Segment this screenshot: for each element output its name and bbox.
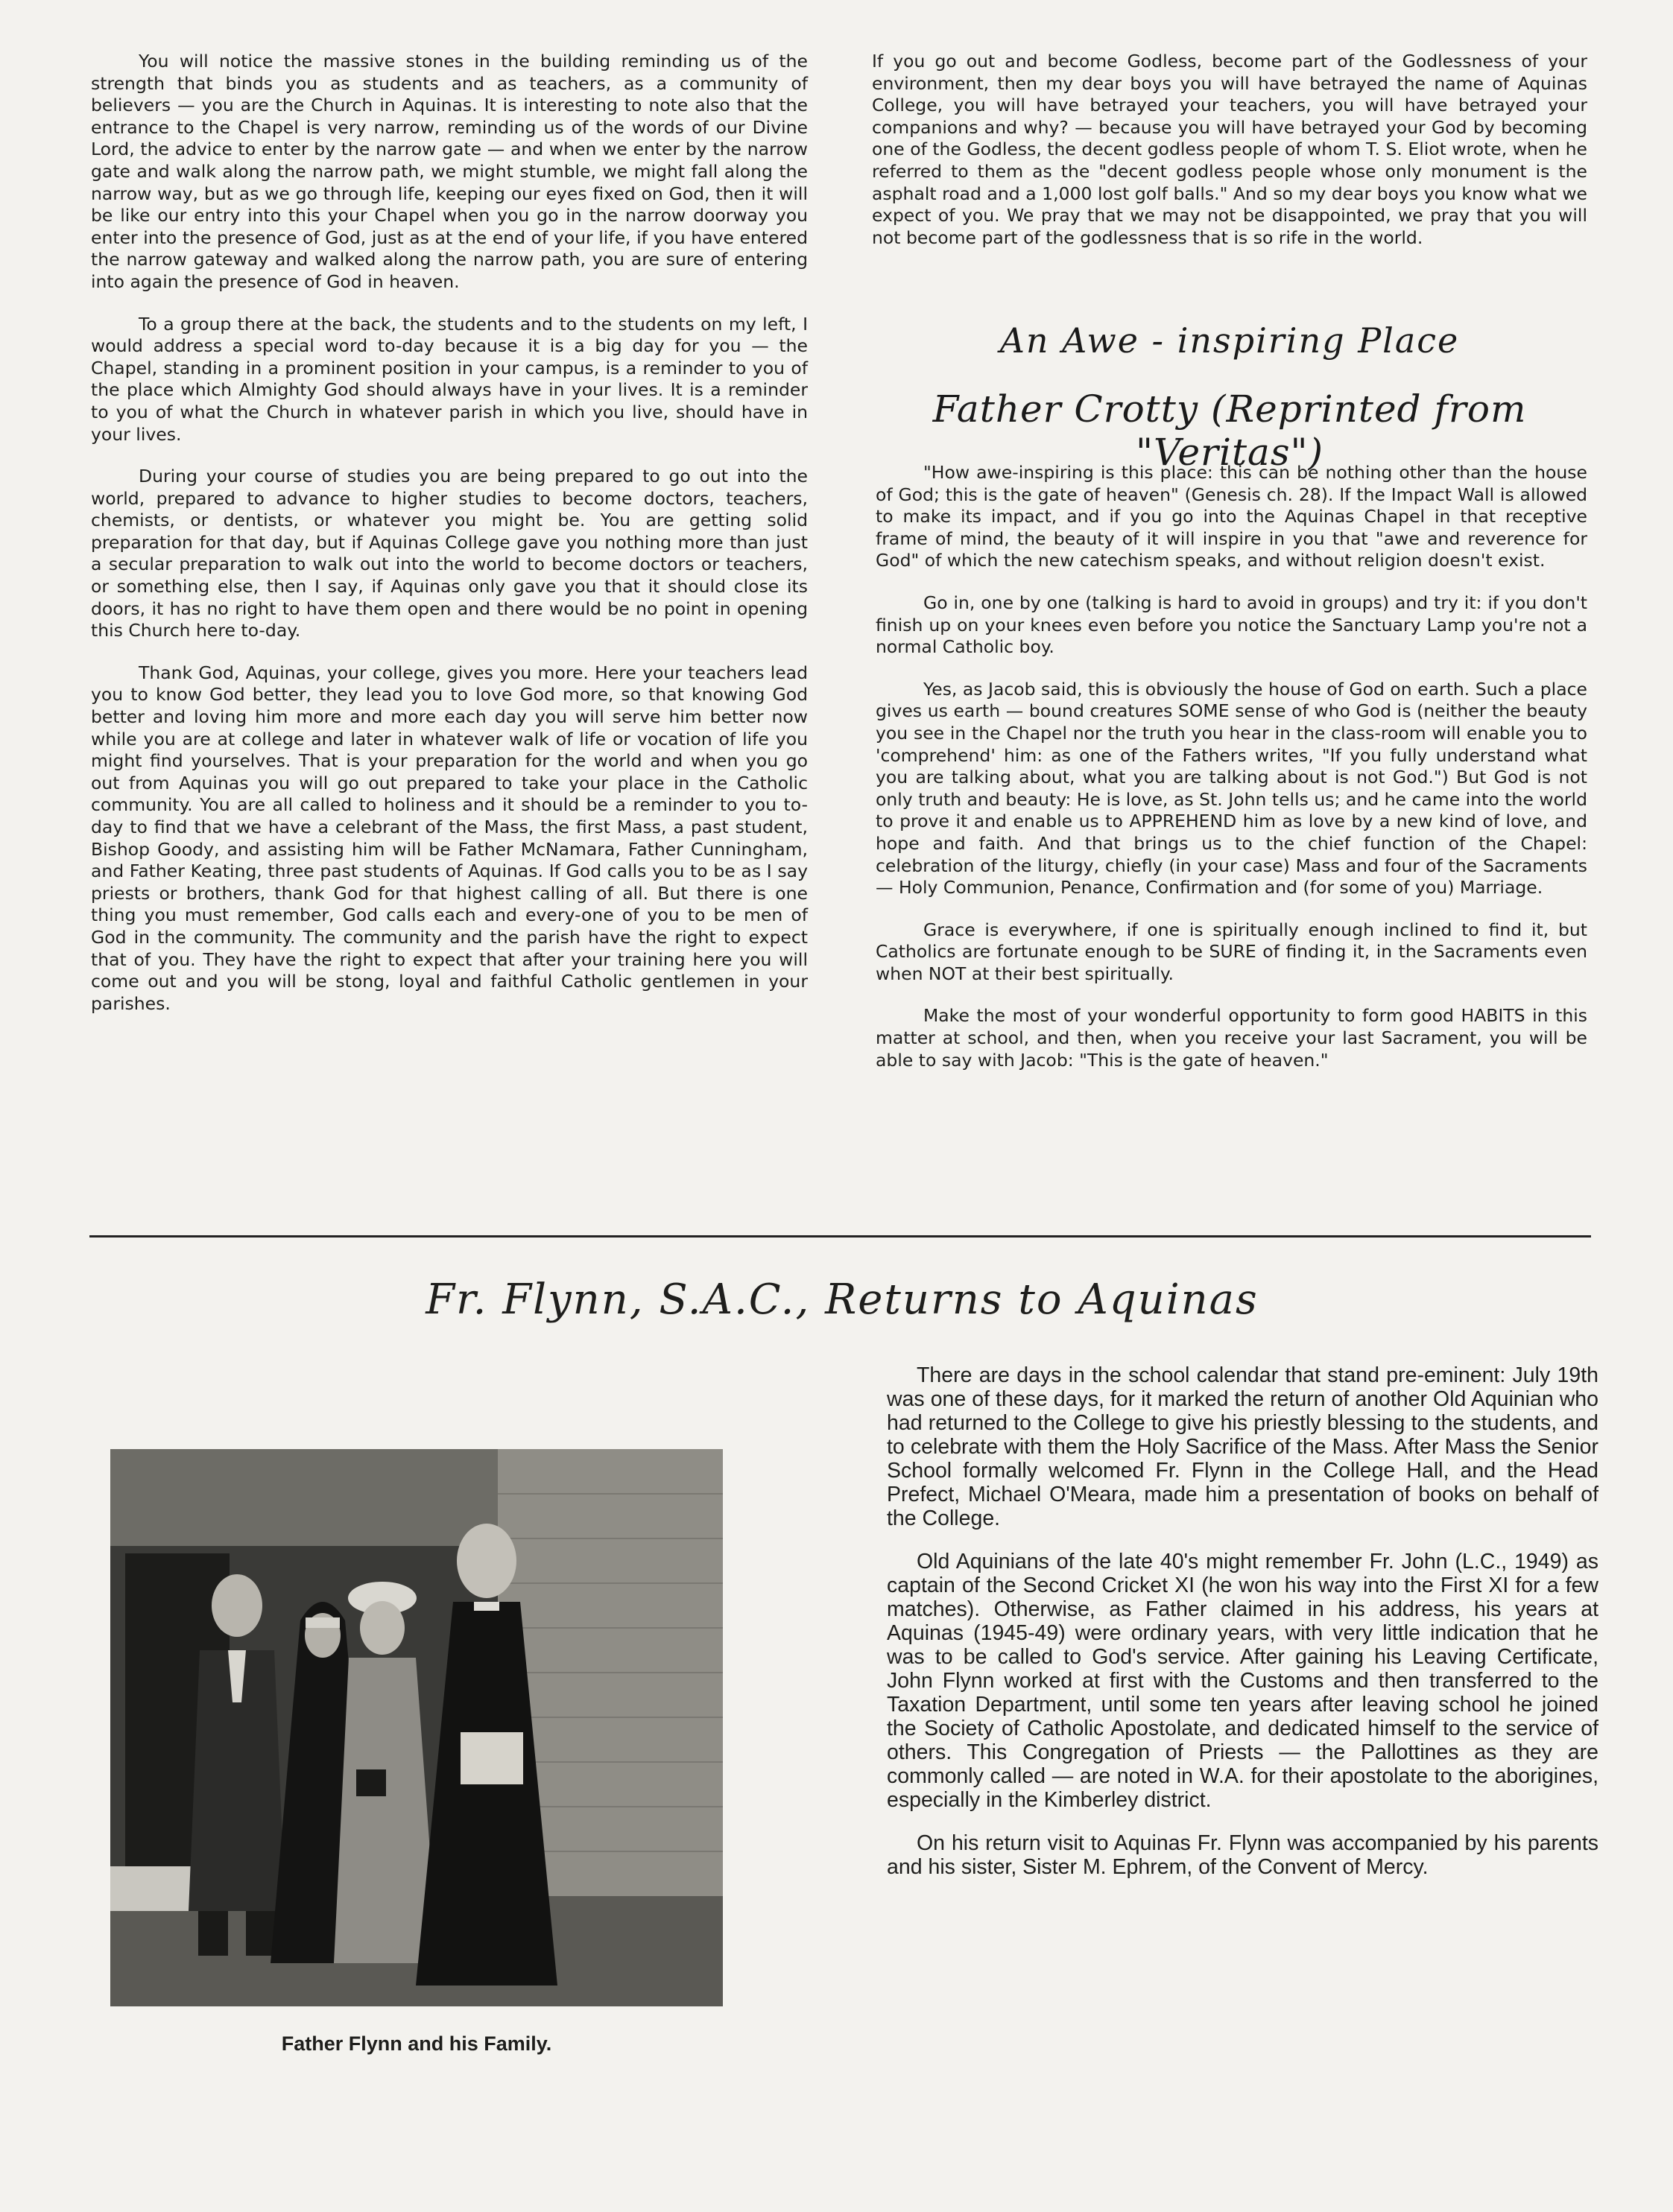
family-photo [110,1449,723,2006]
left-paragraph-4: Thank God, Aquinas, your college, gives you more. Here your teachers lead you to know God better, they lead you to love God more, so that knowing God better and loving him more and more each day you will serve him better now while you are at college and later in whatever walk of life or vocation of life you might find yourselves. That is your preparation for the world and when you go out from Aquinas you will go out prepared to take your place in the Catholic community. You are all called to holiness and it should be a reminder to you to-day to find that we have a celebrant of the Mass, the first Mass, a past student, Bishop Goody, and assisting him will be Father McNamara, Father Cunningham, and Father Keating, three past students of Aquinas. If God calls you to be as I say priests or brothers, thank God for that highest calling of all. But there is one thing you must remember, God calls each and every-one of you to be men of God in the community. The community and the parish have the right to expect that of you. They have the right to expect that after your training here you will come out and you will be stong, loyal and faithful Catholic gentlemen in your parishes. [91,662,808,1014]
article-paragraph-2: Go in, one by one (talking is hard to avoid in groups) and try it: if you don't finish up on your knees even before you notice the Sanctuary Lamp you're not a normal Catholic boy. [876,592,1587,658]
flynn-article-title: Fr. Flynn, S.A.C., Returns to Aquinas [426,1275,1259,1324]
left-paragraph-2: To a group there at the back, the students and to the students on my left, I would address a special word to-day because it is a big day for you — the Chapel, standing in a prominent position in your campus, is a reminder to you of the place which Almighty God should always have in your lives. It is a reminder to you of what the Church in whatever parish in which you live, should have in your lives. [91,313,808,445]
right-intro-paragraph: If you go out and become Godless, become part of the Godlessness of your environment, then my dear boys you will have betrayed the name of Aquinas College, you will have betrayed your teachers, you will have betrayed your companions and why? — because you will have betrayed your God by becoming one of the Godless, the decent godless people of whom T. S. Eliot wrote, when he referred to them as the "decent godless people whose only monument is the asphalt road and a 1,000 lost golf balls." And so my dear boys you know what we expect of you. We pray that we may not be disappointed, we pray that you will not become part of the godlessness that is so rife in the world. [872,51,1587,248]
article-byline: Father Crotty (Reprinted from "Veritas") [932,387,1527,474]
flynn-paragraph-3: On his return visit to Aquinas Fr. Flynn was accompanied by his parents and his sister, Sister M. Ephrem, of the Convent of Mercy. [887,1831,1598,1879]
flynn-paragraph-1: There are days in the school calendar that stand pre-eminent: July 19th was one of these days, for it marked the return of another Old Aquinian who had returned to the College to give his priestly blessing to the students, and to celebrate with them the Holy Sacrifice of the Mass. After Mass the Senior School formally welcomed Fr. Flynn in the College Hall, and the Head Prefect, Michael O'Meara, made him a presentation of books on behalf of the College. [887,1363,1598,1530]
article-paragraph-5: Make the most of your wonderful opportunity to form good HABITS in this matter at school, and then, when you receive your last Sacrament, you will be able to say with Jacob: "This is the gate of heaven." [876,1005,1587,1071]
section-divider [89,1235,1591,1237]
left-paragraph-3: During your course of studies you are being prepared to go out into the world, prepared to advance to higher studies to become doctors, teachers, chemists, or dentists, or whatever you might be. You are getting solid preparation for that day, but if Aquinas College gave you nothing more than just a secular preparation to walk out into the world to become doctors or teachers, or something else, then I say, if Aquinas only gave you that it should close its doors, it has no right to have them open and there would be no point in opening this Church here to-day. [91,466,808,641]
family-photo-illustration [110,1449,723,2006]
article-title: An Awe - inspiring Place [999,320,1460,361]
article-paragraph-4: Grace is everywhere, if one is spiritually enough inclined to find it, but Catholics are fortunate enough to be SURE of finding it, in the Sacraments even when NOT at their best spiritually. [876,919,1587,984]
flynn-paragraph-2: Old Aquinians of the late 40's might remember Fr. John (L.C., 1949) as captain of the Second Cricket XI (he won his way into the First XI for a few matches). Otherwise, as Father claimed in his address, his years at Aquinas (1945-49) were ordinary years, with very little indication that he was to be called to God's service. After gaining his Leaving Certificate, John Flynn worked at first with the Customs and then transferred to the Taxation Department, until some ten years after leaving school he joined the Society of Catholic Apostolate, and dedicated himself to the service of others. This Congregation of Priests — the Pallottines as they are commonly called — are noted in W.A. for their apostolate to the aborigines, especially in the Kimberley district. [887,1550,1598,1812]
right-column-article [876,462,1587,1091]
left-paragraph-1: You will notice the massive stones in the building reminding us of the strength that binds you as students and as teachers, as a community of believers — you are the Church in Aquinas. It is interesting to note also that the entrance to the Chapel is very narrow, reminding us of the words of our Divine Lord, the advice to enter by the narrow gate — and when we enter by the narrow gate and walk along the narrow path, we might stumble, we might fall along the narrow way, but as we go through life, keeping our eyes fixed on God, then it will be like our entry into this your Chapel when you go in the narrow doorway you enter into the presence of God, just as at the end of your life, if you have entered the narrow gateway and walked along the narrow path, you are sure of entering into again the presence of God in heaven. [91,51,808,292]
left-column [91,51,808,1035]
photo-caption: Father Flynn and his Family. [281,2032,552,2055]
article-paragraph-1: "How awe-inspiring is this place: this can be nothing other than the house of God; this is the gate of heaven" (Genesis ch. 28). If the Impact Wall is allowed to make its impact, and if you go into the Aquinas Chapel in that receptive frame of mind, the beauty of it will inspire in you that "awe and reverence for God" of which the new catechism speaks, and without religion doesn't exist. [876,462,1587,571]
article-paragraph-3: Yes, as Jacob said, this is obviously the house of God on earth. Such a place gives us earth — bound creatures SOME sense of who God is (neither the beauty you see in the Chapel nor the truth you hear in the class-room will enable you to 'comprehend' him: as one of the Fathers writes, "If you fully understand what you are talking about, what you are talking about is not God.") But God is not only truth and beauty: He is love, as St. John tells us; and he came into the world to prove it and enable us to APPREHEND him as love by a new kind of love, and hope and faith. And that brings us to the chief function of the Chapel: celebration of the liturgy, chiefly (in your case) Mass and four of the Sacraments — Holy Communion, Penance, Confirmation and (for some of you) Marriage. [876,678,1587,899]
right-column-intro [872,51,1587,269]
flynn-article-body [887,1363,1598,1898]
